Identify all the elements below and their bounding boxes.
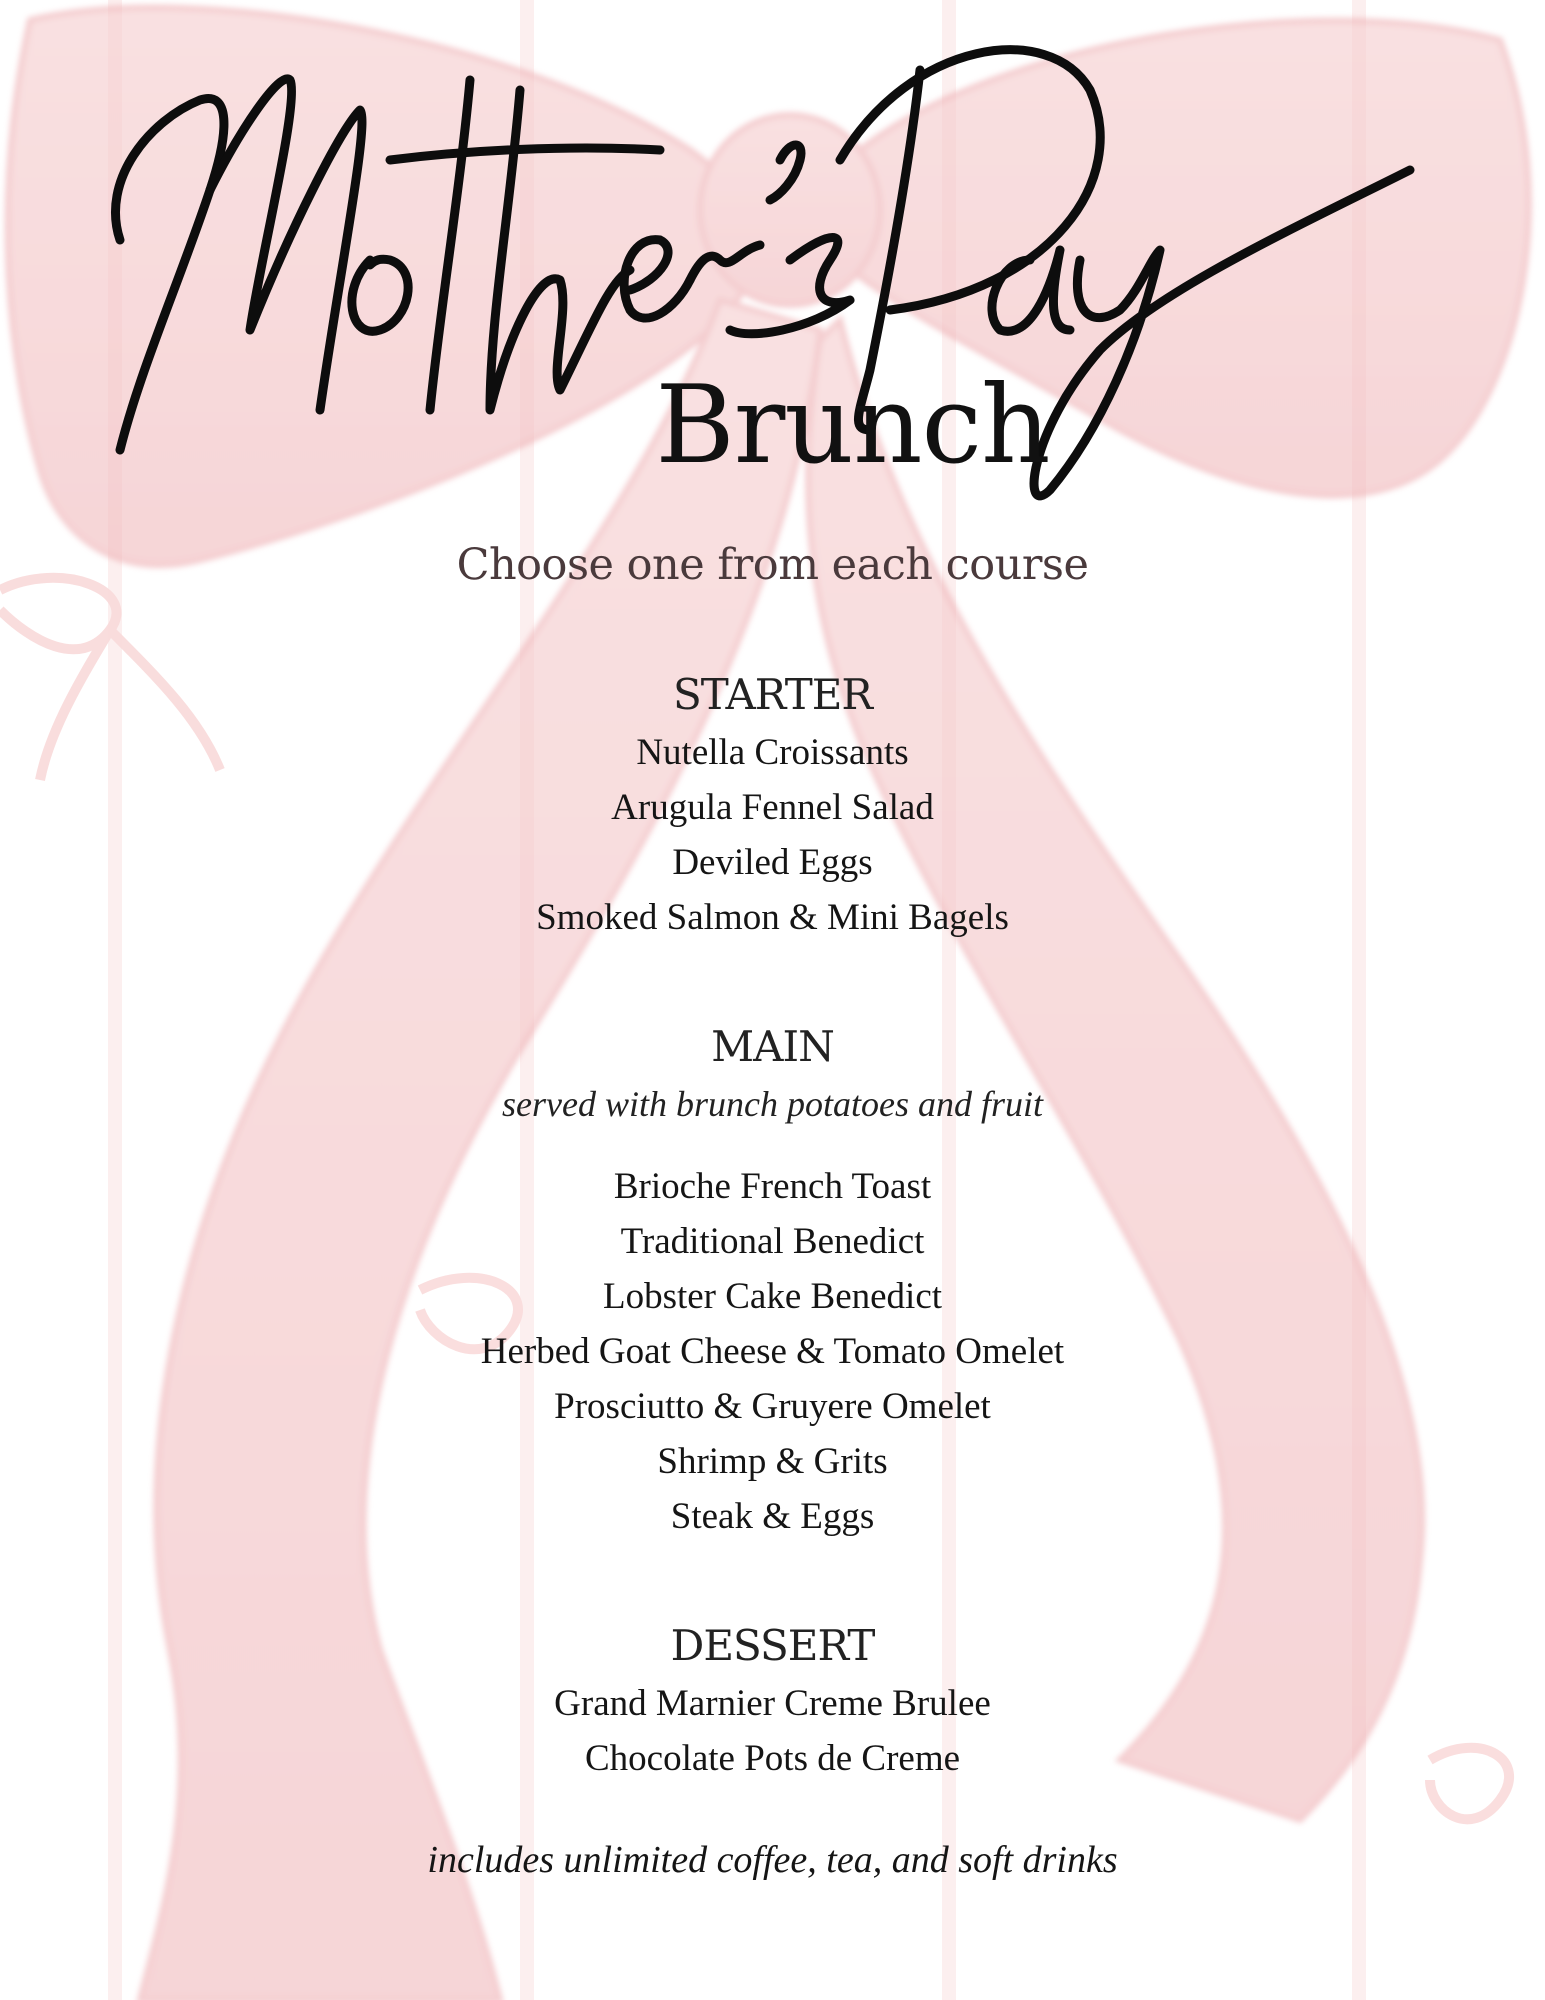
menu-item: Nutella Croissants	[636, 732, 909, 773]
menu-item: Deviled Eggs	[672, 842, 873, 883]
main-course-note: served with brunch potatoes and fruit	[502, 1084, 1043, 1124]
menu-item: Traditional Benedict	[620, 1221, 925, 1262]
menu-item: Arugula Fennel Salad	[611, 787, 934, 828]
menu-item: Prosciutto & Gruyere Omelet	[554, 1386, 991, 1427]
course-instruction: Choose one from each course	[456, 540, 1089, 590]
starter-items	[0, 725, 1545, 945]
menu-item: Lobster Cake Benedict	[602, 1276, 943, 1317]
course-heading-starter: STARTER	[672, 670, 872, 719]
menu-item: Brioche French Toast	[613, 1166, 932, 1207]
course-main	[0, 1017, 1545, 1544]
menu-courses	[0, 665, 1545, 1858]
menu-item: Herbed Goat Cheese & Tomato Omelet	[480, 1331, 1065, 1372]
main-items	[0, 1159, 1545, 1544]
course-heading-dessert: DESSERT	[670, 1621, 875, 1670]
dessert-items	[0, 1676, 1545, 1786]
menu-item: Chocolate Pots de Creme	[584, 1738, 961, 1779]
menu-item: Smoked Salmon & Mini Bagels	[536, 897, 1009, 938]
course-dessert	[0, 1616, 1545, 1786]
title-brunch: Brunch	[655, 363, 1050, 488]
course-heading-main: MAIN	[711, 1022, 834, 1071]
menu-item: Shrimp & Grits	[657, 1441, 888, 1482]
menu-item: Steak & Eggs	[670, 1496, 875, 1537]
course-starter	[0, 665, 1545, 945]
drinks-note: includes unlimited coffee, tea, and soft drinks	[427, 1839, 1118, 1881]
menu-item: Grand Marnier Creme Brulee	[554, 1683, 991, 1724]
